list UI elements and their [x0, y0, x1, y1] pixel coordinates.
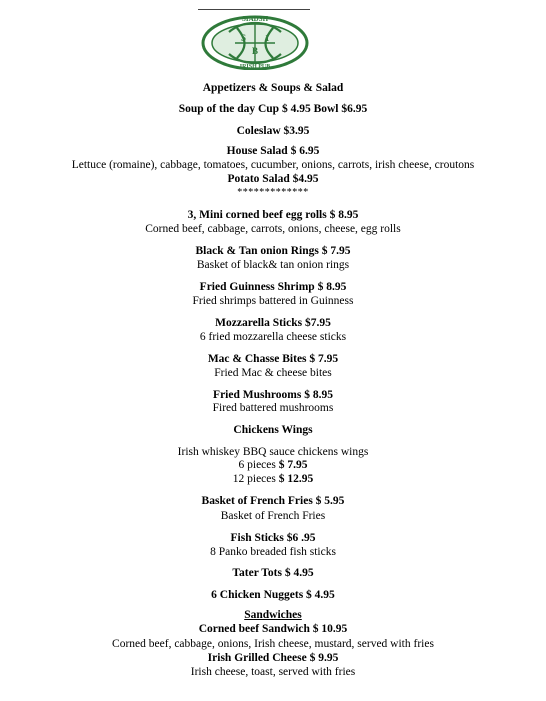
menu-item-wings-6 [0, 459, 546, 472]
menu-item-shrimp: Fried Guinness Shrimp $ 8.95 [199, 281, 347, 293]
section-title: Appetizers & Soups & Salad [202, 82, 344, 94]
menu-item-wings-desc: Irish whiskey BBQ sauce chickens wings [177, 446, 369, 458]
wings-12-price: $ 12.95 [278, 473, 314, 485]
menu-item-grilled-cheese-desc: Irish cheese, toast, served with fries [190, 666, 356, 678]
menu-item-corned-beef-sandwich: Corned beef Sandwich $ 10.95 [198, 623, 348, 635]
menu-item-wings-12 [0, 473, 546, 486]
menu-item-egg-rolls-desc: Corned beef, cabbage, carrots, onions, cheese, egg rolls [145, 223, 401, 235]
menu-item-soup: Soup of the day Cup $ 4.95 Bowl $6.95 [178, 103, 368, 115]
logo-top-text: SIADSH [241, 15, 269, 23]
menu-item-wings: Chickens Wings [233, 424, 313, 436]
menu-item-house-salad-desc: Lettuce (romaine), cabbage, tomatoes, cucumber, onions, carrots, irish cheese, croutons [71, 159, 475, 171]
menu-item-nuggets: 6 Chicken Nuggets $ 4.95 [211, 589, 335, 601]
menu-item-onion-rings: Black & Tan onion Rings $ 7.95 [195, 245, 351, 257]
menu-item-mushrooms-desc: Fired battered mushrooms [212, 402, 334, 414]
menu-item-mac-bites: Mac & Chasse Bites $ 7.95 [207, 353, 339, 365]
menu-item-fish-sticks: Fish Sticks $6 .95 [230, 532, 316, 544]
menu-item-coleslaw: Coleslaw $3.95 [236, 125, 310, 137]
logo-letter-b: B [252, 46, 259, 56]
menu-item-fries-desc: Basket of French Fries [220, 510, 326, 522]
menu-item-fries: Basket of French Fries $ 5.95 [201, 495, 345, 507]
menu-item-mushrooms: Fried Mushrooms $ 8.95 [213, 389, 333, 401]
menu-item-mozzarella: Mozzarella Sticks $7.95 [215, 317, 331, 329]
menu-item-house-salad: House Salad $ 6.95 [226, 145, 320, 157]
menu-item-mozzarella-desc: 6 fried mozzarella cheese sticks [199, 331, 347, 343]
menu-item-onion-rings-desc: Basket of black& tan onion rings [196, 259, 350, 271]
menu-item-tater-tots: Tater Tots $ 4.95 [232, 567, 314, 579]
menu-item-grilled-cheese: Irish Grilled Cheese $ 9.95 [207, 652, 339, 664]
section-divider: ************* [237, 187, 309, 198]
menu-item-egg-rolls: 3, Mini corned beef egg rolls $ 8.95 [187, 209, 359, 221]
menu-item-shrimp-desc: Fried shrimps battered in Guinness [192, 295, 354, 307]
menu-item-corned-beef-sandwich-desc: Corned beef, cabbage, onions, Irish cheese, mustard, served with fries [112, 638, 434, 650]
pub-logo [199, 10, 311, 70]
wings-6-label: 6 pieces [238, 459, 279, 471]
menu-item-potato-salad: Potato Salad $4.95 [227, 173, 319, 185]
wings-6-price: $ 7.95 [278, 459, 308, 471]
logo-bottom-text: IRISH PUB [239, 64, 271, 70]
menu-item-fish-sticks-desc: 8 Panko breaded fish sticks [210, 546, 336, 558]
menu-item-mac-bites-desc: Fried Mac & cheese bites [214, 367, 332, 379]
wings-12-label: 12 pieces [232, 473, 279, 485]
sandwiches-heading: Sandwiches [244, 609, 302, 621]
logo-letter-1: 1 [265, 33, 270, 43]
logo-letter-s: S [241, 33, 247, 43]
